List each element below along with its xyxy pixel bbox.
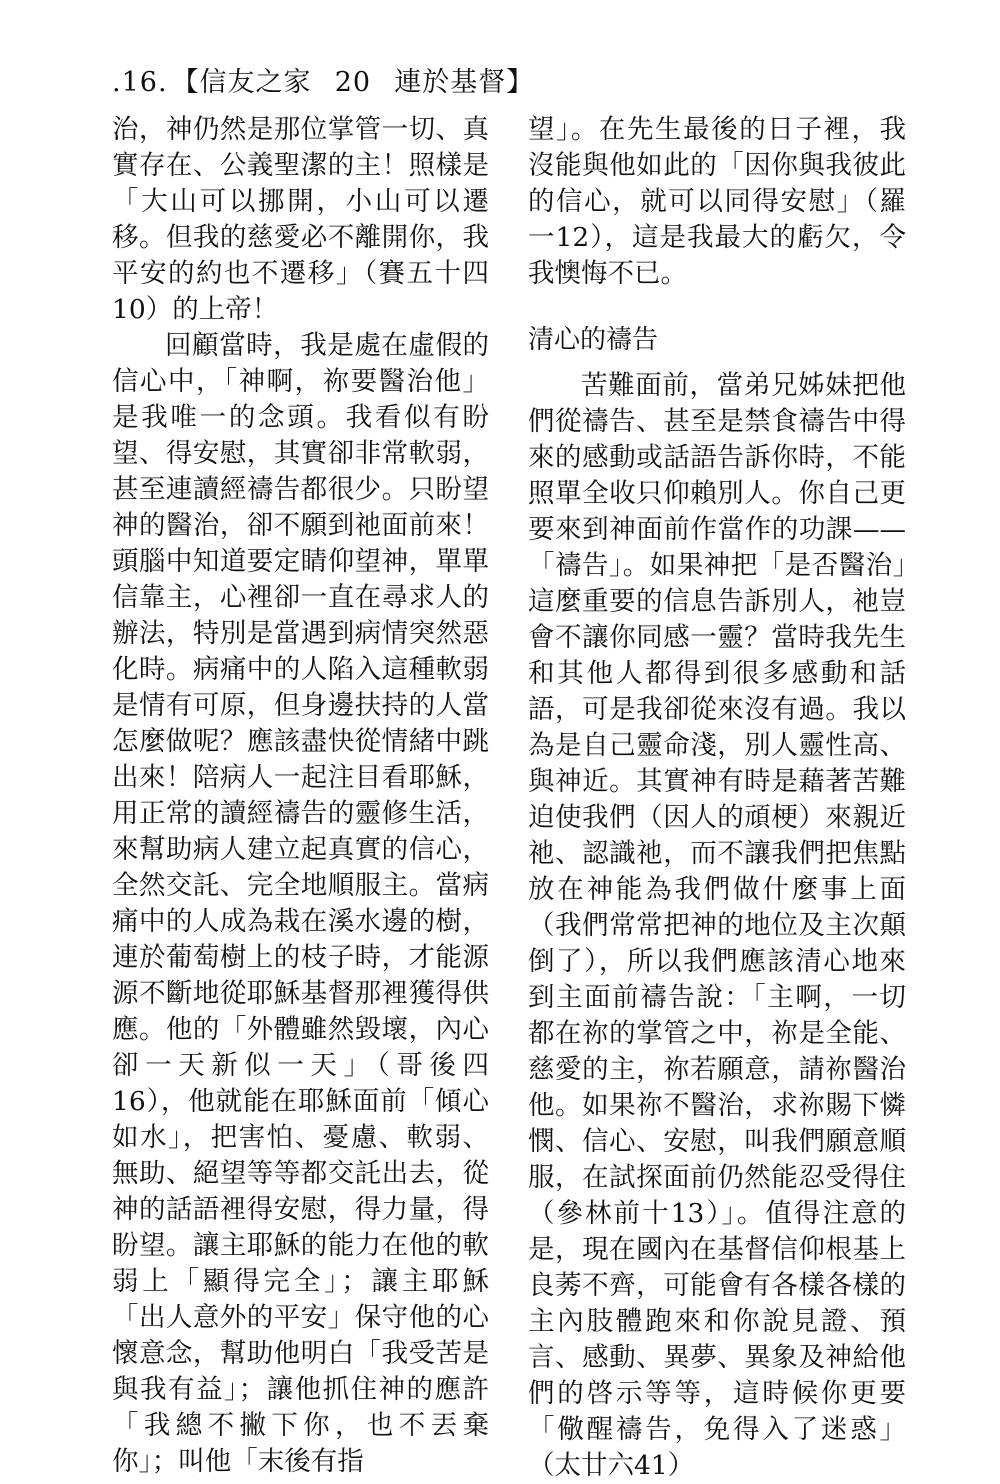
body-paragraph: 回顧當時，我是處在虛假的信心中，「神啊，祢要醫治他」是我唯一的念頭。我看似有盼望、得安慰，其實卻非常軟弱，甚至連讀經禱告都很少。只盼望神的醫治，卻不願到祂面前來！頭腦中知道要定睛仰望神，單單信靠主，心裡卻一直在尋求人的辦法，特別是當遇到病情突然惡化時。病痛中的人陷入這種軟弱是情有可原，但身邊扶持的人當怎麼做呢？應該盡快從情緒中跳出來！陪病人一起注目看耶穌，用正常的讀經禱告的靈修生活，來幫助病人建立起真實的信心，全然交託、完全地順服主。當病痛中的人成為栽在溪水邊的樹，連於葡萄樹上的枝子時，才能源源不斷地從耶穌基督那裡獲得供應。他的「外體雖然毀壞，內心卻一天新似一天」（哥後四16），他就能在耶穌面前「傾心如水」，把害怕、憂慮、軟弱、無助、絕望等等都交託出去，從神的話語裡得安慰，得力量，得盼望。讓主耶穌的能力在他的軟弱上「顯得完全」；讓主耶穌「出人意外的平安」保守他的心懷意念，幫助他明白「我受苦是與我有益」；讓他抓住神的應許「我總不撇下你，也不丟棄你」；叫他「末後有指 (112, 330, 489, 1477)
issue-number: 20 (334, 67, 372, 98)
magazine-name: 【信友之家 (171, 67, 312, 98)
right-column (528, 112, 906, 1484)
column-name: 連於基督】 (394, 67, 535, 98)
left-column (112, 112, 489, 1480)
page-header (112, 60, 538, 99)
body-paragraph: 治，神仍然是那位掌管一切、真實存在、公義聖潔的主！照樣是「大山可以挪開，小山可以遷移。但我的慈愛必不離開你，我平安的約也不遷移」（賽五十四10）的上帝！ (112, 114, 489, 325)
body-paragraph: 望」。在先生最後的日子裡，我沒能與他如此的「因你與我彼此的信心，就可以同得安慰」（羅一12），這是我最大的虧欠，令我懊悔不已。 (528, 114, 906, 289)
body-paragraph: 苦難面前，當弟兄姊妹把他們從禱告、甚至是禁食禱告中得來的感動或話語告訴你時，不能照單全收只仰賴別人。你自己更要來到神面前作當作的功課——「禱告」。如果神把「是否醫治」這麼重要的信息告訴別人，祂豈會不讓你同感一靈？當時我先生和其他人都得到很多感動和話語，可是我卻從來沒有過。我以為是自己靈命淺，別人靈性高、與神近。其實神有時是藉著苦難迫使我們（因人的頑梗）來親近祂、認識祂，而不讓我們把焦點放在神能為我們做什麼事上面（我們常常把神的地位及主次顛倒了），所以我們應該清心地來到主面前禱告說：「主啊，一切都在祢的掌管之中，祢是全能、慈愛的主，祢若願意，請祢醫治他。如果祢不醫治，求祢賜下憐憫、信心、安慰，叫我們願意順服，在試探面前仍然能忍受得住（參林前十13）」。值得注意的是，現在國內在基督信仰根基上良莠不齊，可能會有各樣各樣的主內肢體跑來和你說見證、預言、感動、異夢、異象及神給他們的啓示等等，這時候你更要「儆醒禱告，免得入了迷惑」（太廿六41） (528, 370, 906, 1481)
page-number: .16. (112, 67, 168, 98)
section-heading: 清心的禱告 (528, 325, 659, 355)
